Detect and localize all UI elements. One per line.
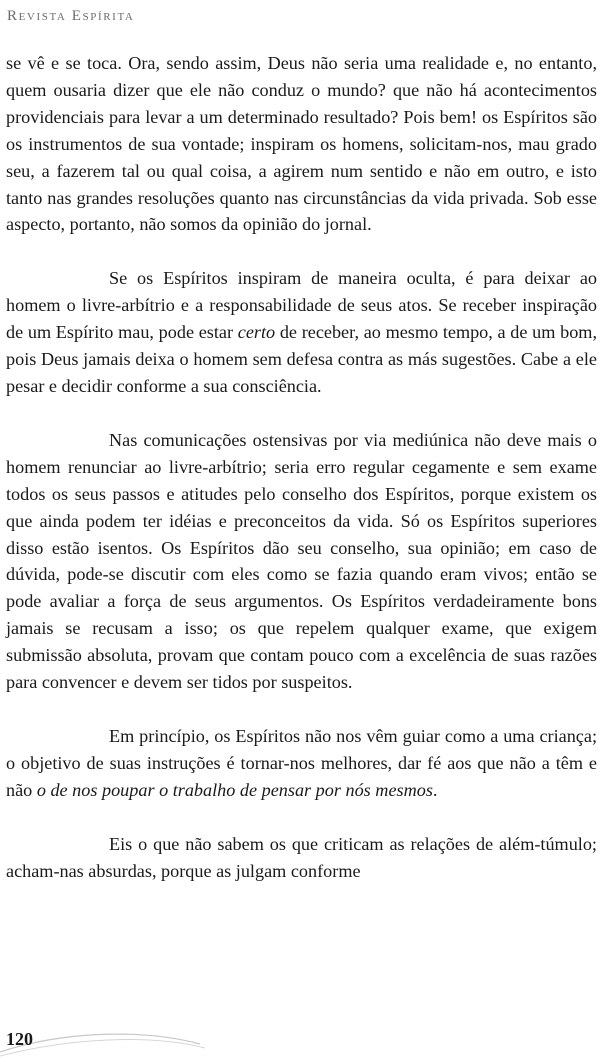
page-body [6, 50, 597, 884]
paragraph-text: Eis o que não sabem os que criticam as relações de além-túmulo; acham-nas absurdas, porque as julgam conforme [6, 833, 597, 881]
paragraph-text: Se os Espíritos inspiram de maneira oculta, é para deixar ao homem o livre-arbítrio e a responsabilidade de seus atos. Se receber inspiração de um Espírito mau, pode estar [6, 268, 597, 343]
running-header: Revista Espírita [7, 8, 135, 24]
page-number: 120 [6, 1029, 33, 1049]
paragraph-1 [6, 50, 597, 238]
paragraph-text: de receber, ao mesmo tempo, a de um bom, pois Deus jamais deixa o homem sem defesa contra as más sugestões. Cabe a ele pesar e decidir conforme a sua consciência. [6, 322, 597, 396]
paragraph-2 [6, 265, 597, 400]
paragraph-text: se vê e se toca. Ora, sendo assim, Deus não seria uma realidade e, no entanto, quem ousaria dizer que ele não conduz o mundo? que não há acontecimentos providenciais para levar a um determinado resultado? Pois bem! os Espíritos são os instrumentos de sua vontade; inspiram os homens, solicitam-nos, mau grado seu, a fazerem tal ou qual coisa, a agirem num sentido e não em outro, e isto tanto nas grandes resoluções quanto nas circunstâncias da vida privada. Sob esse aspecto, portanto, não somos da opinião do jornal. [6, 53, 597, 235]
emphasis-text: certo [237, 322, 276, 343]
paragraph-3 [6, 427, 597, 696]
paragraph-5 [6, 831, 597, 885]
paragraph-text: Em princípio, os Espíritos não nos vêm guiar como a uma criança; o objetivo de suas instruções é tornar-nos melhores, dar fé aos que não a têm e não [6, 725, 597, 800]
emphasis-text: o de nos poupar o trabalho de pensar por nós mesmos [36, 779, 433, 800]
footer-swoosh-ornament [0, 1022, 603, 1058]
paragraph-text: . [432, 779, 438, 800]
paragraph-text: Nas comunicações ostensivas por via mediúnica não deve mais o homem renunciar ao livre-arbítrio; seria erro regular cegamente e sem exame todos os seus passos e atitudes pelo conselho dos Espíritos, porque existem os que ainda podem ter idéias e preconceitos da vida. Só os Espíritos superiores disso estão isentos. Os Espíritos dão seu conselho, sua opinião; em caso de dúvida, pode-se discutir com eles como se fazia quando eram vivos; então se pode avaliar a força de seus argumentos. Os Espíritos verdadeiramente bons jamais se recusam a isso; os que repelem qualquer exame, que exigem submissão absoluta, provam que contam pouco com a excelência de suas razões para convencer e devem ser tidos por suspeitos. [6, 429, 597, 693]
paragraph-4 [6, 723, 597, 804]
